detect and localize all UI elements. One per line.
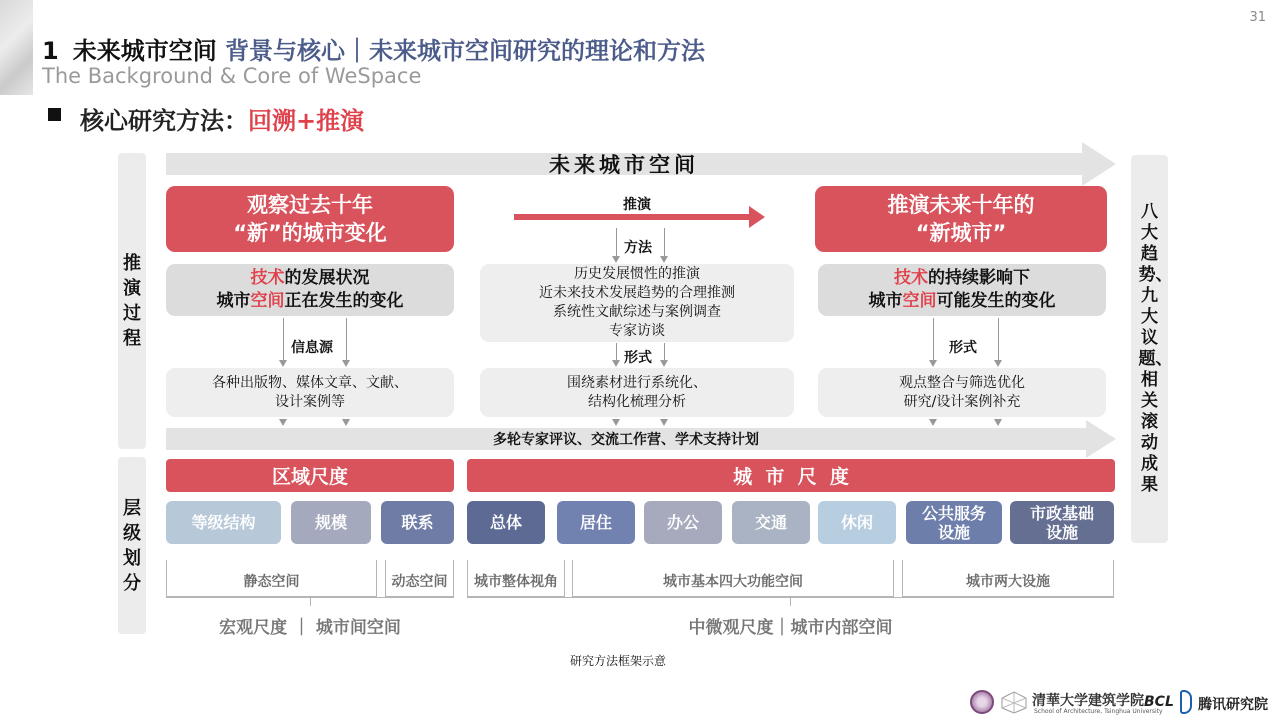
micro-bracket-tick	[790, 597, 791, 606]
form-label-mid: 形式	[624, 350, 652, 366]
right-grey-rest2: 可能发生的变化	[936, 291, 1056, 311]
chip-infrastructure: 市政基础 设施	[1010, 501, 1114, 544]
subtitle-english: The Background & Core of WeSpace	[42, 64, 422, 88]
chip-connection: 联系	[381, 501, 454, 544]
tencent-logo-text: 腾讯研究院	[1198, 697, 1268, 713]
cat-whole	[462, 571, 570, 591]
right-arrow-down-2	[998, 318, 999, 360]
cat-static	[166, 571, 377, 591]
method-line4: 专家访谈	[609, 323, 665, 339]
figure-caption: 研究方法框架示意	[569, 654, 666, 668]
results-panel	[1131, 155, 1173, 543]
left-arrow-down-1	[283, 318, 284, 360]
left-light-line1: 各种出版物、媒体文章、文献、	[212, 374, 408, 391]
macro-bracket-tick	[310, 597, 311, 606]
method-line3: 系统性文献综述与案例调查	[553, 304, 721, 320]
cat-two	[902, 571, 1114, 591]
middle-method-box	[480, 264, 794, 342]
mid-light-line2: 结构化梳理分析	[588, 393, 686, 410]
scale-macro: 宏观尺度 ｜ 城市间空间	[219, 618, 401, 638]
arrow-down-icon	[660, 419, 668, 426]
left-grey-pre2: 城市	[216, 291, 251, 311]
mid-light-line1: 围绕素材进行系统化、	[567, 374, 707, 391]
left-grey-hl1: 技术	[250, 268, 285, 288]
levels-label-panel	[118, 457, 146, 634]
bcl-logo: BCL	[1144, 694, 1174, 710]
method-line1: 历史发展惯性的推演	[574, 266, 700, 282]
section-number: 1	[42, 37, 59, 65]
tsinghua-seal-icon	[970, 690, 994, 714]
arrow-down-icon	[342, 360, 350, 367]
left-red-line1: 观察过去十年	[247, 193, 373, 217]
scale-micro: 中微观尺度｜城市内部空间	[688, 618, 893, 638]
title-sub: 背景与核心｜未来城市空间研究的理论和方法	[225, 37, 706, 65]
process-label: 推演过程	[123, 253, 141, 349]
middle-light-box	[480, 368, 794, 417]
city-scale-header: 城 市 尺 度	[467, 459, 1115, 492]
arrow-down-icon	[660, 360, 668, 367]
bottom-band-text: 多轮专家评议、交流工作营、学术支持计划	[493, 432, 759, 448]
arrow-down-icon	[994, 360, 1002, 367]
chip-traffic: 交通	[732, 501, 810, 544]
arrow-down-icon	[279, 360, 287, 367]
bottom-band-arrow-icon	[1086, 420, 1116, 458]
process-label-panel	[118, 153, 146, 449]
arrow-down-icon	[929, 419, 937, 426]
chip-overall: 总体	[467, 501, 545, 544]
right-grey-hl2: 空间	[902, 291, 937, 311]
cube-logo-icon	[1000, 690, 1028, 714]
left-red-line2: “新”的城市变化	[233, 221, 387, 245]
region-scale-header: 区域尺度	[166, 459, 454, 492]
right-red-line1: 推演未来十年的	[887, 193, 1035, 217]
cat-four-text: 城市基本四大功能空间	[659, 571, 807, 591]
bottom-band-text-wrap	[166, 428, 1086, 450]
right-arrow-down-1	[933, 318, 934, 360]
chip-office: 办公	[644, 501, 722, 544]
results-text: 八大趋势、九大议题、相关滚动成果	[1138, 202, 1173, 495]
corner-decoration	[0, 0, 33, 95]
right-light-line1: 观点整合与筛选优化	[899, 374, 1025, 391]
title-main: 未来城市空间	[72, 37, 217, 65]
arrow-down-icon	[279, 419, 287, 426]
push-label: 推演	[623, 197, 651, 213]
method-label-mid: 方法	[624, 240, 652, 256]
method-label: 核心研究方法：	[80, 107, 248, 135]
tsinghua-logo-en: School of Architecture, Tsinghua University	[1034, 708, 1163, 715]
chip-hierarchy: 等级结构	[166, 501, 281, 544]
top-band-title-wrap	[166, 150, 1082, 178]
arrow-down-icon	[612, 419, 620, 426]
chip-scale: 规模	[291, 501, 371, 544]
arrow-down-icon	[612, 360, 620, 367]
top-band-title: 未来城市空间	[549, 153, 699, 177]
right-grey-hl1: 技术	[894, 268, 928, 288]
left-grey-rest1: 的发展状况	[284, 268, 370, 288]
right-grey-pre2: 城市	[868, 291, 903, 311]
right-grey-box	[818, 264, 1106, 316]
mid-arrow-down-4	[664, 343, 665, 360]
cat-dynamic	[381, 571, 458, 591]
arrow-down-icon	[342, 419, 350, 426]
tencent-logo-icon	[1180, 690, 1192, 714]
left-light-box	[166, 368, 454, 417]
left-arrow-label: 信息源	[291, 340, 333, 356]
arrow-down-icon	[612, 256, 620, 263]
cat-static-text: 静态空间	[240, 571, 304, 591]
arrow-down-icon	[660, 256, 668, 263]
left-light-line2: 设计案例等	[275, 393, 345, 410]
chip-leisure: 休闲	[818, 501, 896, 544]
left-arrow-down-2	[346, 318, 347, 360]
cat-whole-text: 城市整体视角	[472, 571, 560, 591]
right-grey-rest1: 的持续影响下	[928, 268, 1030, 288]
arrow-down-icon	[929, 360, 937, 367]
left-grey-box	[166, 264, 454, 316]
page-number: 31	[1249, 10, 1266, 25]
tsinghua-logo-text: 清華大学建筑学院	[1032, 693, 1144, 709]
levels-label: 层级划分	[123, 497, 141, 594]
mid-arrow-down-3	[616, 343, 617, 360]
method-line2: 近未来技术发展趋势的合理推测	[539, 285, 735, 301]
right-arrow-label: 形式	[949, 340, 977, 356]
page-title	[42, 31, 705, 66]
push-arrow-line	[514, 214, 749, 220]
right-light-box	[818, 368, 1106, 417]
chip-public-service: 公共服务 设施	[906, 501, 1002, 544]
left-red-box	[166, 186, 454, 252]
left-grey-rest2: 正在发生的变化	[284, 291, 404, 311]
cat-dynamic-text: 动态空间	[390, 571, 450, 591]
chip-living: 居住	[557, 501, 635, 544]
method-title	[80, 101, 364, 136]
arrow-down-icon	[994, 419, 1002, 426]
cat-four	[572, 571, 894, 591]
mid-arrow-down-2	[664, 228, 665, 256]
bullet-square-icon	[48, 108, 61, 121]
left-grey-hl2: 空间	[250, 291, 285, 311]
push-arrow-icon	[749, 206, 765, 228]
right-light-line2: 研究/设计案例补充	[903, 393, 1021, 410]
mid-arrow-down-1	[616, 228, 617, 256]
right-red-line2: “新城市”	[915, 221, 1007, 245]
method-highlight: 回溯+推演	[248, 107, 365, 135]
top-band-arrow-icon	[1082, 142, 1116, 186]
right-red-box	[815, 186, 1107, 252]
cat-two-text: 城市两大设施	[962, 571, 1054, 591]
